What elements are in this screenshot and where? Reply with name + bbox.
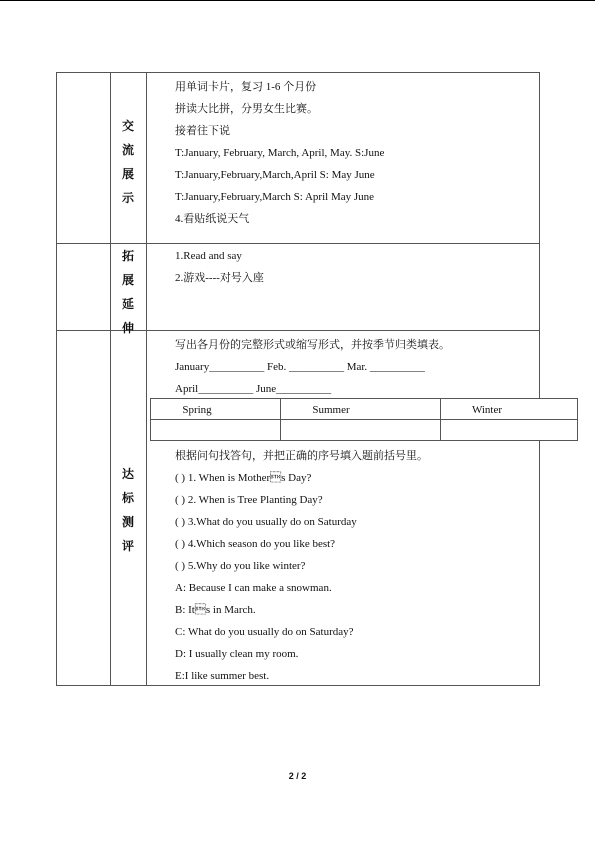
label-char: 评 — [121, 539, 134, 553]
table-bottom-border — [56, 685, 540, 686]
question-item: ( ) 3.What do you usually do on Saturday — [175, 516, 357, 528]
answer-item: C: What do you usually do on Saturday? — [175, 626, 354, 638]
label-char: 延 — [121, 297, 134, 311]
exchange-line: 拼读大比拼，分男女生比赛。 — [175, 103, 318, 115]
page-number: 2 / 2 — [288, 771, 307, 781]
answer-item: E:I like summer best. — [175, 670, 270, 682]
answer-item: D: I usually clean my room. — [175, 648, 299, 660]
table-right-border-lower — [539, 441, 540, 686]
table-col-divider-2 — [146, 72, 147, 686]
answer-item: A: Because I can make a snowman. — [175, 582, 332, 594]
season-header-winter: Winter — [471, 404, 503, 416]
question-item: ( ) 1. When is Mothers Day? — [175, 472, 312, 484]
table-right-border — [539, 72, 540, 399]
matching-instruction: 根据问句找答句，并把正确的序号填入题前括号里。 — [175, 450, 428, 462]
label-char: 伸 — [121, 321, 134, 335]
exchange-line: 用单词卡片，复习 1-6 个月份 — [175, 81, 317, 93]
exchange-line: 接着往下说 — [175, 125, 230, 137]
question-item: ( ) 5.Why do you like winter? — [175, 560, 306, 572]
exchange-line: T:January,February,March,April S: May June — [175, 169, 375, 181]
table-left-border — [56, 72, 57, 686]
exchange-line: T:January,February,March S: April May June — [175, 191, 375, 203]
label-char: 测 — [121, 515, 134, 529]
label-char: 标 — [121, 491, 134, 505]
section-label-exchange — [110, 114, 146, 210]
label-char: 展 — [121, 273, 134, 287]
label-char: 示 — [121, 191, 134, 205]
question-item: ( ) 4.Which season do you like best? — [175, 538, 336, 550]
season-header-summer: Summer — [312, 404, 350, 416]
section-label-assessment — [110, 462, 146, 558]
months-row-2: April__________ June__________ — [175, 383, 332, 395]
season-header-spring: Spring — [182, 404, 212, 416]
season-table — [150, 398, 578, 441]
season-table-bottom — [150, 440, 578, 441]
extension-line: 2.游戏----对号入座 — [175, 272, 264, 284]
season-table-right — [577, 398, 578, 441]
label-char: 展 — [121, 167, 134, 181]
table-top-border — [56, 72, 540, 73]
section-label-extension — [110, 244, 146, 340]
assessment-intro: 写出各月份的完整形式或缩写形式，并按季节归类填表。 — [175, 339, 450, 351]
extension-line: 1.Read and say — [175, 250, 242, 262]
top-rule — [0, 0, 595, 1]
question-item: ( ) 2. When is Tree Planting Day? — [175, 494, 323, 506]
label-char: 流 — [121, 143, 134, 157]
answer-item: B: Its in March. — [175, 604, 256, 616]
months-row-1: January__________ Feb. __________ Mar. __________ — [175, 361, 425, 373]
label-char: 交 — [121, 119, 134, 133]
label-char: 拓 — [121, 249, 134, 263]
exchange-line: T:January, February, March, April, May. S:June — [175, 147, 385, 159]
exchange-line: 4.看贴纸说天气 — [175, 213, 250, 225]
label-char: 达 — [121, 467, 134, 481]
